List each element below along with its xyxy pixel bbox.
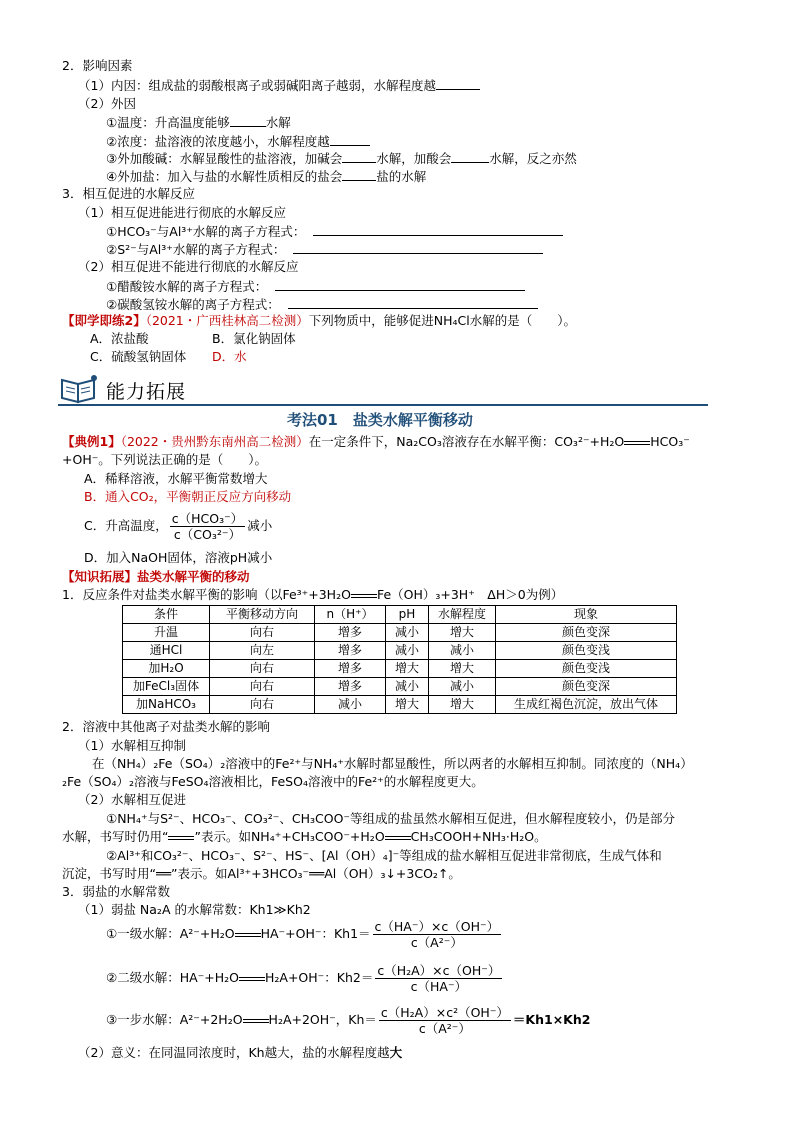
knowledge-t2-2: （2）水解相互促进 — [78, 792, 186, 807]
e1-middle: HA⁻+OH⁻：Kh1＝ — [260, 926, 371, 941]
table-cell: 增大 — [386, 696, 429, 714]
s2-conc: ②浓度：盐溶液的浓度越小，水解程度越 — [106, 134, 330, 149]
table-cell: 向右 — [210, 660, 315, 678]
s3-p2a-line — [106, 278, 525, 295]
kh-fraction — [379, 1005, 511, 1036]
table-row — [123, 696, 677, 714]
example-option-b: B．通入CO₂，平衡朝正反应方向移动 — [84, 489, 292, 504]
s2-title: 2．影响因素 — [62, 58, 133, 73]
practice-text: 下列物质中，能够促进NH₄Cl水解的是（ ）。 — [308, 313, 576, 328]
table-header-row — [123, 606, 677, 624]
table-header-cell: pH — [386, 606, 429, 624]
practice-option-c: C．硫酸氢钠固体 — [90, 349, 187, 364]
s3-p1b-line — [106, 241, 543, 258]
table-cell: 通HCl — [123, 642, 210, 660]
option-c-suffix: 减小 — [247, 518, 273, 533]
table-row — [123, 660, 677, 678]
example-option-a: A．稀释溶液，水解平衡常数增大 — [84, 471, 268, 486]
table-cell: 升温 — [123, 624, 210, 642]
s3-p1a: ①HCO₃⁻与Al³⁺水解的离子方程式： — [106, 224, 306, 239]
section-title: 考法01 盐类水解平衡移动 — [287, 411, 473, 429]
s3-p1: （1）相互促进能进行彻底的水解反应 — [78, 205, 286, 220]
fraction-numerator: c（H₂A）×c（OH⁻） — [377, 963, 501, 978]
s2-inner: （1）内因：组成盐的弱酸根离子或弱碱阳离子越弱，水解程度越 — [78, 78, 436, 93]
kh1-fraction — [373, 919, 502, 950]
s2-acid-c: 水解，反之亦然 — [489, 151, 577, 166]
table-header-cell: 水解程度 — [429, 606, 496, 624]
t3-2-answer: 大 — [389, 1045, 403, 1060]
knowledge-t3-2 — [78, 1045, 402, 1061]
s2-inner-line — [78, 77, 480, 94]
equation-one-step-hydrolysis — [106, 1004, 590, 1036]
example-tag: 【典例1】 — [62, 434, 121, 449]
practice-option-a: A．浓盐酸 — [90, 331, 149, 346]
table-cell: 加H₂O — [123, 660, 210, 678]
practice-source: （2021・广西桂林高二检测） — [145, 313, 309, 328]
fraction-numerator: c（H₂A）×c²（OH⁻） — [380, 1005, 509, 1020]
banner-rule — [58, 404, 708, 406]
table-cell: 向右 — [210, 678, 315, 696]
table-cell: 增多 — [315, 642, 386, 660]
equilibrium-arrow-icon — [351, 591, 377, 601]
table-row — [123, 642, 677, 660]
s2-conc-line — [106, 133, 370, 150]
practice-tag: 【即学即练2】 — [62, 313, 146, 328]
fraction-numerator: c（HCO₃⁻） — [171, 511, 244, 526]
t3-2-text: （2）意义：在同温同浓度时，Kh越大，盐的水解程度越 — [78, 1045, 390, 1060]
table-cell: 颜色变深 — [496, 678, 677, 696]
s2-temp: ①温度：升高温度能够 — [106, 115, 230, 130]
book-icon — [58, 372, 102, 406]
answer-blank — [288, 296, 538, 309]
equation-second-hydrolysis — [106, 962, 504, 994]
e3-prefix: ③一步水解：A²⁻+2H₂O — [106, 1012, 243, 1027]
knowledge-t1-tail: Fe（OH）₃+3H⁺ ΔH＞0为例） — [376, 587, 564, 602]
example-q2: +OH⁻。下列说法正确的是（ ）。 — [62, 452, 268, 467]
equation-first-hydrolysis — [106, 918, 503, 950]
e3-suffix: ＝Kh1×Kh2 — [512, 1012, 591, 1027]
section-banner-text: 能力拓展 — [106, 381, 187, 403]
practice-option-d: D．水 — [212, 349, 247, 364]
fraction-denominator: c（A²⁻） — [418, 1021, 471, 1036]
example-option-d: D．加入NaOH固体，溶液pH减小 — [84, 550, 273, 565]
example-source: （2022・贵州黔东南州高二检测） — [120, 434, 309, 449]
s3-p2: （2）相互促进不能进行彻底的水解反应 — [78, 259, 299, 274]
s2-acid-b: 水解，加酸会 — [376, 151, 452, 166]
table-cell: 增大 — [386, 660, 429, 678]
s3-p2b: ②碳酸氢铵水解的离子方程式： — [106, 297, 280, 312]
equilibrium-arrow-icon — [168, 833, 194, 843]
s3-p2b-line — [106, 296, 538, 313]
answer-blank — [330, 133, 370, 146]
s2-salt-a: ④外加盐：加入与盐的水解性质相反的盐会 — [106, 169, 343, 184]
table-cell: 颜色变浅 — [496, 660, 677, 678]
equilibrium-arrow-icon — [243, 1016, 269, 1026]
e2-prefix: ②二级水解：HA⁻+H₂O — [106, 970, 239, 985]
table-row — [123, 678, 677, 696]
table-header-cell: n（H⁺） — [315, 606, 386, 624]
s2-temp-line — [106, 114, 291, 131]
e1-prefix: ①一级水解：A²⁻+H₂O — [106, 926, 235, 941]
example-question-line1 — [62, 434, 690, 450]
answer-blank — [230, 114, 266, 127]
hydrolysis-table — [122, 605, 677, 714]
ratio-fraction — [170, 511, 245, 542]
equilibrium-arrow-icon — [624, 438, 650, 448]
s2-acid-line — [106, 150, 577, 167]
table-cell: 增多 — [315, 624, 386, 642]
table-cell: 颜色变浅 — [496, 642, 677, 660]
s2-temp-tail: 水解 — [265, 115, 291, 130]
knowledge-t2-2b — [62, 829, 547, 845]
table-cell: 增大 — [429, 660, 496, 678]
answer-blank — [436, 77, 480, 90]
s2-outer: （2）外因 — [78, 96, 136, 111]
section-banner — [58, 372, 708, 406]
option-c-prefix: C．升高温度， — [84, 518, 168, 533]
table-header-cell: 条件 — [123, 606, 210, 624]
e2-middle: H₂A+OH⁻：Kh2＝ — [264, 970, 374, 985]
fraction-numerator: c（HA⁻）×c（OH⁻） — [374, 919, 500, 934]
equilibrium-arrow-icon — [239, 974, 265, 984]
example-q1-tail: HCO₃⁻ — [650, 434, 690, 449]
table-header-cell: 平衡移动方向 — [210, 606, 315, 624]
e3-middle: H₂A+2OH⁻，Kh＝ — [268, 1012, 377, 1027]
table-cell: 减小 — [386, 642, 429, 660]
practice-option-b: B．氯化钠固体 — [212, 331, 296, 346]
t2-2b-part1: 水解，书写时仍用“ — [62, 829, 169, 844]
table-cell: 向左 — [210, 642, 315, 660]
s3-title: 3．相互促进的水解反应 — [62, 186, 195, 201]
table-cell: 减小 — [386, 624, 429, 642]
answer-blank — [313, 223, 563, 236]
knowledge-t2: 2．溶液中其他离子对盐类水解的影响 — [62, 719, 270, 734]
knowledge-tag-text: 【知识拓展】盐类水解平衡的移动 — [62, 569, 250, 584]
table-cell: 生成红褐色沉淀，放出气体 — [496, 696, 677, 714]
kh2-fraction — [375, 963, 502, 994]
knowledge-t2-2a: ①NH₄⁺与S²⁻、HCO₃⁻、CO₃²⁻、CH₃COO⁻等组成的盐虽然水解相互促进，但水解程度较小，仍是部分 — [106, 811, 676, 826]
table-row — [123, 624, 677, 642]
knowledge-t1 — [62, 587, 563, 603]
table-cell: 减小 — [429, 678, 496, 696]
fraction-denominator: c（HA⁻） — [410, 979, 468, 994]
s2-salt-b: 盐的水解 — [376, 169, 427, 184]
knowledge-t2-1b: ₂Fe（SO₄）₂溶液与FeSO₄溶液相比，FeSO₄溶液中的Fe²⁺的水解程度更大。 — [62, 774, 484, 789]
knowledge-t1-text: 1．反应条件对盐类水解平衡的影响（以Fe³⁺+3H₂O — [62, 587, 351, 602]
answer-blank — [293, 241, 543, 254]
t2-2b-part3: CH₃COOH+NH₃·H₂O。 — [410, 829, 547, 844]
fraction-denominator: c（CO₃²⁻） — [173, 527, 241, 542]
knowledge-t2-2d: 沉淀，书写时用“══”表示。如Al³⁺+3HCO₃⁻══Al（OH）₃↓+3CO₂↑。 — [62, 866, 461, 881]
table-cell: 增多 — [315, 678, 386, 696]
s2-acid-a: ③外加酸碱：水解显酸性的盐溶液，加碱会 — [106, 151, 343, 166]
table-cell: 向右 — [210, 624, 315, 642]
t2-2b-part2: ”表示。如NH₄⁺+CH₃COO⁻+H₂O — [194, 829, 385, 844]
example-q1: 在一定条件下，Na₂CO₃溶液存在水解平衡：CO₃²⁻+H₂O — [308, 434, 625, 449]
knowledge-t3-1: （1）弱盐 Na₂A 的水解常数：Kh1≫Kh2 — [78, 902, 311, 917]
table-cell: 增多 — [315, 660, 386, 678]
knowledge-t2-2c: ②Al³⁺和CO₃²⁻、HCO₃⁻、S²⁻、HS⁻、[Al（OH）₄]⁻等组成的盐水解相互促进非常彻底，生成气体和 — [106, 848, 662, 863]
table-cell: 增大 — [429, 624, 496, 642]
table-cell: 加FeCl₃固体 — [123, 678, 210, 696]
answer-blank — [342, 168, 376, 181]
table-cell: 减小 — [386, 678, 429, 696]
knowledge-tag — [62, 569, 250, 585]
table-cell: 颜色变深 — [496, 624, 677, 642]
knowledge-t2-1a: 在（NH₄）₂Fe（SO₄）₂溶液中的Fe²⁺与NH₄⁺水解时都显酸性，所以两者的水解相互抑制。同浓度的（NH₄） — [92, 756, 693, 771]
equilibrium-arrow-icon — [385, 833, 411, 843]
knowledge-t3: 3．弱盐的水解常数 — [62, 884, 170, 899]
practice-question — [62, 313, 576, 329]
table-cell: 减小 — [315, 696, 386, 714]
fraction-denominator: c（A²⁻） — [410, 935, 463, 950]
table-header-cell: 现象 — [496, 606, 677, 624]
example-option-c — [84, 509, 272, 543]
s2-salt-line — [106, 168, 426, 185]
table-cell: 增大 — [429, 696, 496, 714]
table-cell: 减小 — [429, 642, 496, 660]
equilibrium-arrow-icon — [235, 930, 261, 940]
s3-p1a-line — [106, 223, 563, 240]
table-cell: 加NaHCO₃ — [123, 696, 210, 714]
table-cell: 向右 — [210, 696, 315, 714]
s3-p2a: ①醋酸铵水解的离子方程式： — [106, 279, 268, 294]
knowledge-t2-1: （1）水解相互抑制 — [78, 738, 186, 753]
answer-blank — [275, 278, 525, 291]
answer-blank — [451, 150, 489, 163]
s3-p1b: ②S²⁻与Al³⁺水解的离子方程式： — [106, 242, 286, 257]
answer-blank — [342, 150, 376, 163]
